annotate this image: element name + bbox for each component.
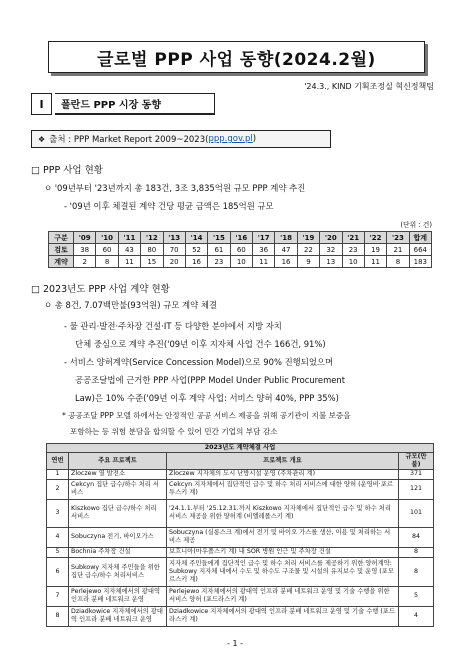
project-size: 101	[399, 499, 434, 527]
project-overview: 보흐니아(마우폴스키 계) 내 SOR 병원 인근 및 주차장 건설	[167, 547, 399, 557]
table-cell: 36	[253, 244, 275, 256]
contracts-by-year-table	[48, 231, 432, 268]
table-cell: 20	[163, 256, 185, 268]
year-header: '16	[230, 232, 252, 244]
project-name: Cekcyn 집단 급수/하수 처리 서비스	[69, 479, 167, 499]
table-cell: 10	[342, 256, 364, 268]
table-cell: 11	[253, 256, 275, 268]
table2-caption: 2023년도 계약체결 사업	[47, 444, 434, 453]
s1-bullet-1: ㅇ '09년부터 '23년까지 총 183건, 3조 3,835억원 규모 PPP 계약 추진	[44, 183, 306, 193]
header-no: 연번	[47, 453, 69, 470]
row-no: 5	[47, 547, 69, 557]
total-cell: 664	[409, 244, 431, 256]
s2-bullet-1: ㅇ 총 8건, 7.07백만불(93억원) 규모 계약 체결	[44, 300, 218, 310]
table-cell: 70	[163, 244, 185, 256]
table-row	[47, 527, 434, 547]
row-no: 7	[47, 586, 69, 606]
table-row	[49, 256, 432, 268]
table1-unit: (단위 : 건)	[400, 221, 432, 229]
project-overview: Sobuczyna (실롱스크 계)에서 전기 및 바이오 가스를 생산, 이용 및 처리하는 서비스 제공	[167, 527, 399, 547]
project-overview: Perlejewo 지자체에서의 광대역 인프라 분배 네트워크 운영 및 기술 수행을 위한 서비스 양허 (포드라스키 계)	[167, 586, 399, 606]
s2-bullet-3b: 공공조달법에 근거한 PPP 사업(PPP Model Under Public Procurement	[75, 375, 345, 385]
table1-header-row	[49, 232, 432, 244]
project-size: 84	[399, 527, 434, 547]
table-cell: 8	[387, 256, 409, 268]
table-cell: 23	[208, 256, 230, 268]
table-row	[47, 557, 434, 586]
project-name: Bochnia 주차장 건설	[69, 547, 167, 557]
s1-bullet-2: - '09년 이후 체결된 계약 건당 평균 금액은 185억원 규모	[64, 201, 274, 211]
project-size: 8	[399, 547, 434, 557]
table-cell: 60	[230, 244, 252, 256]
year-header: '10	[96, 232, 118, 244]
year-header: '23	[387, 232, 409, 244]
s2-bullet-3a: - 서비스 양허계약(Service Concession Model)으로 90% 진행되었으며	[64, 357, 334, 367]
year-header: '12	[141, 232, 163, 244]
project-size: 371	[399, 469, 434, 479]
table-cell: 60	[96, 244, 118, 256]
header-project: 주요 프로젝트	[69, 453, 167, 470]
total-header: 합계	[409, 232, 431, 244]
table-cell: 47	[275, 244, 297, 256]
department-line: '24.3., KIND 기획조정실 혁신정책팀	[304, 82, 434, 91]
table-row	[47, 499, 434, 527]
table2-header-row	[47, 453, 434, 470]
table-cell: 15	[141, 256, 163, 268]
table-cell: 8	[96, 256, 118, 268]
project-size: 5	[399, 586, 434, 606]
project-name: Kiszkowo 집단 급수/하수 처리 서비스	[69, 499, 167, 527]
project-overview: '24.1.1.부터 '25.12.31.까지 Kiszkowo 지자체에서 집단적인 급수 및 하수 처리 서비스 제공을 위한 양허계 (비엘레폴스키 계)	[167, 499, 399, 527]
year-header: '09	[74, 232, 96, 244]
table-cell: 38	[74, 244, 96, 256]
s2-heading: □ 2023년도 PPP 사업 계약 현황	[31, 284, 170, 295]
table-cell: 80	[141, 244, 163, 256]
s1-heading: □ PPP 사업 현황	[31, 165, 103, 176]
year-header: '14	[185, 232, 207, 244]
project-overview: 지자체 주민들에게 집단적인 급수 및 하수 처리 서비스를 제공하기 위한 양허계약: Subkowy 지자체 내에서 수도 및 하수도 구조물 및 시설의 유지보수 및 운영 (포모르스키 계)	[167, 557, 399, 586]
table-cell: 23	[342, 244, 364, 256]
table-cell: 21	[387, 244, 409, 256]
s2-bullet-2a: - 물 관리·발전·주차장 건설·IT 등 다양한 분야에서 지방 자치	[64, 321, 282, 331]
section-title: 폴란드 PPP 시장 동향	[55, 93, 215, 115]
year-header: '20	[320, 232, 342, 244]
table-cell: 9	[297, 256, 319, 268]
project-name: Perlejewo 지자체에서의 광대역 인프라 분배 네트워크 운영	[69, 586, 167, 606]
s2-note-a: * 공공조달 PPP 모델 하에서는 안정적인 공공 서비스 제공을 위해 공기관이 지불 보증을	[62, 411, 351, 420]
table-row	[47, 586, 434, 606]
table-row	[47, 606, 434, 626]
table-cell: 43	[118, 244, 140, 256]
source-link[interactable]: ppp.gov.pl	[208, 134, 253, 144]
section-number: I	[31, 93, 52, 115]
project-name: Zloczew 열 발전소	[69, 469, 167, 479]
table-cell: 2	[74, 256, 96, 268]
source-suffix: )	[252, 134, 257, 144]
page-number: - 1 -	[227, 639, 243, 648]
row-label: 검토	[49, 244, 74, 256]
row-no: 8	[47, 606, 69, 626]
table-row	[47, 479, 434, 499]
year-header: '22	[364, 232, 386, 244]
project-size: 4	[399, 606, 434, 626]
year-header: '19	[297, 232, 319, 244]
year-header: '18	[275, 232, 297, 244]
year-header: '13	[163, 232, 185, 244]
project-size: 8	[399, 557, 434, 586]
table-cell: 11	[118, 256, 140, 268]
project-size: 121	[399, 479, 434, 499]
source-box	[31, 130, 331, 148]
section-header	[31, 93, 215, 115]
s2-note-b: 포함하는 등 위험 분담을 합의할 수 있어 민간 기업의 부담 감소	[70, 427, 278, 436]
table-cell: 13	[320, 256, 342, 268]
row-no: 1	[47, 469, 69, 479]
year-header: '21	[342, 232, 364, 244]
year-header: '15	[208, 232, 230, 244]
table-cell: 19	[364, 244, 386, 256]
project-name: Subkowy 지자체 주민들을 위한 집단 급수/하수 처리서비스	[69, 557, 167, 586]
table-cell: 10	[230, 256, 252, 268]
project-overview: Cekcyn 지자체에서 집단적인 급수 및 하수 처리 서비스에 대한 양허 (운영비·포르투스키 계)	[167, 479, 399, 499]
page-title: 글로벌 PPP 사업 동향(2024.2월)	[48, 41, 425, 73]
diamond-bullet-icon: ❖	[38, 134, 46, 144]
project-name: Dziadkowice 지자체에서의 광대역 인프라 분배 네트워크 운영	[69, 606, 167, 626]
row-no: 4	[47, 527, 69, 547]
table-cell: 22	[297, 244, 319, 256]
table-row	[47, 547, 434, 557]
s2-bullet-2b: 단체 중심으로 계약 추진('09년 이후 지자체 사업 건수 166건, 91%)	[75, 339, 326, 349]
table-cell: 16	[185, 256, 207, 268]
row-no: 6	[47, 557, 69, 586]
project-name: Sobuczyna 전기, 바이오가스	[69, 527, 167, 547]
header-size: 규모(만불)	[399, 453, 434, 470]
table-cell: 16	[275, 256, 297, 268]
row-label: 계약	[49, 256, 74, 268]
row-no: 2	[47, 479, 69, 499]
source-prefix: 출처 : PPP Market Report 2009~2023(	[49, 135, 209, 145]
total-cell: 183	[409, 256, 431, 268]
year-header: '17	[253, 232, 275, 244]
table-row	[49, 244, 432, 256]
row-no: 3	[47, 499, 69, 527]
table-cell: 32	[320, 244, 342, 256]
project-overview: Dziadkowice 지자체에서의 광대역 인프라 분배 네트워크 운영 및 기술 수행 (포드라스키 계)	[167, 606, 399, 626]
project-overview: Zloczew 지자체의 도시 난방시설 운영 (주차관리 계)	[167, 469, 399, 479]
table-cell: 11	[364, 256, 386, 268]
header-overview: 프로젝트 개요	[167, 453, 399, 470]
table-cell: 52	[185, 244, 207, 256]
s2-bullet-3c: Law)은 10% 수준('09년 이후 계약 사업: 서비스 양허 40%, PPP 35%)	[75, 393, 339, 403]
table-cell: 61	[208, 244, 230, 256]
table-row	[47, 469, 434, 479]
year-header: '11	[118, 232, 140, 244]
table1-corner: 구분	[49, 232, 74, 244]
contracts-2023-table	[46, 443, 434, 627]
